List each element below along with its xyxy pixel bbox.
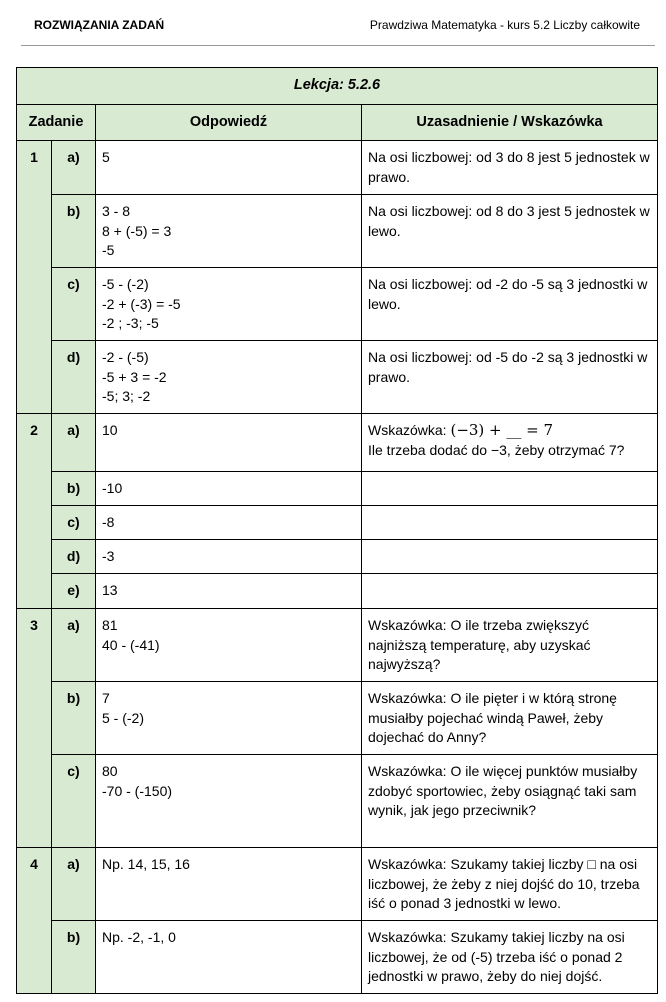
subtask-label: b) bbox=[52, 195, 96, 268]
task-number: 3 bbox=[17, 609, 52, 848]
answer-line: -3 bbox=[102, 548, 115, 564]
hint-text: Wskazówka: Szukamy takiej liczby □ na osi liczbowej, że żeby z niej dojść do 10, trzeba iść o ponad 3 jednostki w lewo. bbox=[368, 856, 640, 911]
hint-text: Wskazówka: O ile więcej punktów musiałby zdobyć sportowiec, żeby osiągnąć taki sam wynik, jak jego przeciwnik? bbox=[368, 763, 638, 818]
answer-cell bbox=[96, 141, 362, 195]
answer-cell bbox=[96, 574, 362, 609]
subtask-label: c) bbox=[52, 268, 96, 341]
subtask-label: a) bbox=[52, 848, 96, 921]
column-header-hint: Uzasadnienie / Wskazówka bbox=[362, 104, 658, 141]
hint-text: Wskazówka: Szukamy takiej liczby na osi liczbowej, że od (-5) trzeba iść o ponad 2 jednostki w prawo, żeby do niej dojść. bbox=[368, 929, 625, 984]
header-course-title: Prawdziwa Matematyka - kurs 5.2 Liczby całkowite bbox=[369, 18, 640, 32]
table-body bbox=[17, 141, 658, 994]
subtask-label: d) bbox=[52, 341, 96, 414]
hint-text: Ile trzeba dodać do −3, żeby otrzymać 7? bbox=[368, 441, 625, 458]
subtask-label: e) bbox=[52, 574, 96, 609]
table-row bbox=[17, 506, 658, 540]
subtask-label: a) bbox=[52, 414, 96, 472]
header-divider bbox=[21, 45, 655, 46]
column-header-task: Zadanie bbox=[17, 104, 96, 141]
answer-line: -2 - (-5) bbox=[102, 349, 149, 365]
answer-line: -10 bbox=[102, 480, 123, 496]
answer-line: -8 bbox=[102, 514, 115, 530]
answer-line: 5 bbox=[102, 149, 110, 165]
answer-line: -2 + (-3) = -5 bbox=[102, 295, 181, 312]
hint-prefix: Wskazówka: bbox=[368, 422, 447, 438]
table-row bbox=[17, 540, 658, 574]
hint-cell bbox=[362, 574, 658, 609]
hint-math-equation: (−3) + __ = 7 bbox=[450, 421, 554, 439]
table-row bbox=[17, 141, 658, 195]
hint-cell bbox=[362, 755, 658, 848]
subtask-label: b) bbox=[52, 921, 96, 994]
table-row bbox=[17, 848, 658, 921]
answer-line: 10 bbox=[102, 422, 118, 438]
answer-cell bbox=[96, 755, 362, 848]
hint-text: Wskazówka: O ile pięter i w którą stronę musiałby pojechać windą Paweł, żeby dojechać do Anny? bbox=[368, 690, 617, 745]
answer-line: 5 - (-2) bbox=[102, 709, 144, 726]
subtask-label: c) bbox=[52, 506, 96, 540]
subtask-label: d) bbox=[52, 540, 96, 574]
solutions-table bbox=[16, 67, 658, 994]
answer-line: -5 - (-2) bbox=[102, 276, 149, 292]
hint-text: Na osi liczbowej: od -2 do -5 są 3 jednostki w lewo. bbox=[368, 276, 648, 312]
hint-formula-line bbox=[368, 421, 651, 441]
hint-cell bbox=[362, 540, 658, 574]
table-row bbox=[17, 414, 658, 472]
task-number: 2 bbox=[17, 414, 52, 609]
answer-cell bbox=[96, 472, 362, 506]
hint-cell bbox=[362, 341, 658, 414]
subtask-label: b) bbox=[52, 682, 96, 755]
task-number: 4 bbox=[17, 848, 52, 994]
answer-cell bbox=[96, 506, 362, 540]
lesson-title: Lekcja: 5.2.6 bbox=[17, 68, 658, 105]
answer-line: -5 + 3 = -2 bbox=[102, 368, 167, 385]
hint-text: Na osi liczbowej: od 8 do 3 jest 5 jednostek w lewo. bbox=[368, 203, 650, 239]
hint-cell bbox=[362, 682, 658, 755]
subtask-label: b) bbox=[52, 472, 96, 506]
answer-cell bbox=[96, 921, 362, 994]
answer-cell bbox=[96, 414, 362, 472]
answer-cell bbox=[96, 268, 362, 341]
subtask-label: a) bbox=[52, 609, 96, 682]
answer-cell bbox=[96, 341, 362, 414]
answer-line: Np. 14, 15, 16 bbox=[102, 856, 190, 872]
table-row bbox=[17, 341, 658, 414]
task-number: 1 bbox=[17, 141, 52, 414]
answer-cell bbox=[96, 195, 362, 268]
answer-line: -70 - (-150) bbox=[102, 782, 173, 799]
answer-line: 7 bbox=[102, 690, 110, 706]
hint-cell bbox=[362, 472, 658, 506]
answer-line: 3 - 8 bbox=[102, 203, 131, 219]
answer-line: -5 bbox=[102, 242, 115, 258]
subtask-label: c) bbox=[52, 755, 96, 848]
answer-cell bbox=[96, 609, 362, 682]
answer-line: Np. -2, -1, 0 bbox=[102, 929, 176, 945]
table-row bbox=[17, 682, 658, 755]
answer-cell bbox=[96, 682, 362, 755]
table-row bbox=[17, 195, 658, 268]
answer-line: -2 ; -3; -5 bbox=[102, 315, 159, 331]
table-row bbox=[17, 268, 658, 341]
table-row bbox=[17, 472, 658, 506]
hint-text: Wskazówka: O ile trzeba zwiększyć najniższą temperaturę, aby uzyskać najwyższą? bbox=[368, 617, 591, 672]
hint-cell bbox=[362, 506, 658, 540]
hint-cell bbox=[362, 195, 658, 268]
hint-cell bbox=[362, 921, 658, 994]
hint-cell bbox=[362, 414, 658, 472]
hint-text: Na osi liczbowej: od -5 do -2 są 3 jednostki w prawo. bbox=[368, 349, 648, 385]
hint-cell bbox=[362, 848, 658, 921]
table-row bbox=[17, 921, 658, 994]
hint-cell bbox=[362, 268, 658, 341]
answer-line: 40 - (-41) bbox=[102, 636, 160, 653]
hint-cell bbox=[362, 609, 658, 682]
answer-line: 81 bbox=[102, 617, 118, 633]
answer-cell bbox=[96, 848, 362, 921]
hint-cell bbox=[362, 141, 658, 195]
answer-cell bbox=[96, 540, 362, 574]
answer-line: 13 bbox=[102, 582, 118, 598]
subtask-label: a) bbox=[52, 141, 96, 195]
hint-text: Na osi liczbowej: od 3 do 8 jest 5 jednostek w prawo. bbox=[368, 149, 650, 185]
column-header-answer: Odpowiedź bbox=[96, 104, 362, 141]
table-row bbox=[17, 574, 658, 609]
answer-line: 8 + (-5) = 3 bbox=[102, 222, 172, 239]
table-row bbox=[17, 755, 658, 848]
answer-line: 80 bbox=[102, 763, 118, 779]
answer-line: -5; 3; -2 bbox=[102, 388, 151, 404]
table-row bbox=[17, 609, 658, 682]
header-left-title: ROZWIĄZANIA ZADAŃ bbox=[34, 18, 165, 32]
